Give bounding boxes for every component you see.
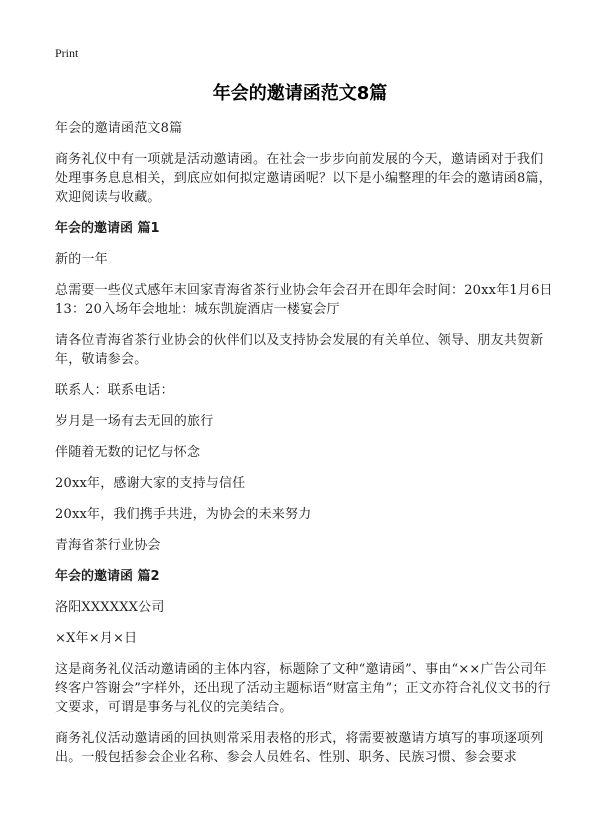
- section1-paragraph: 岁月是一场有去无回的旅行: [55, 414, 214, 429]
- section1-paragraph: 青海省茶行业协会: [55, 538, 161, 553]
- section2-heading: 年会的邀请函 篇2: [55, 569, 160, 584]
- section1-paragraph: 20xx年，我们携手共进，为协会的未来努力: [55, 507, 312, 522]
- section1-heading: 年会的邀请函 篇1: [55, 221, 160, 236]
- section1-paragraph: 新的一年: [55, 252, 108, 267]
- section1-paragraph: 20xx年，感谢大家的支持与信任: [55, 476, 246, 491]
- section2-paragraph: 洛阳XXXXXX公司: [55, 600, 165, 615]
- print-link[interactable]: Print: [55, 46, 79, 60]
- section1-paragraph: 伴随着无数的记忆与怀念: [55, 445, 201, 460]
- section1-paragraph: 总需要一些仪式感年末回家青海省茶行业协会年会召开在即年会时间：20xx年1月6日13：20入场年会地址：城东凯旋酒店一楼宴会厅: [55, 283, 553, 317]
- article-body: [55, 119, 555, 779]
- section2-paragraph: 商务礼仪活动邀请函的回执则常采用表格的形式，将需要被邀请方填写的事项逐项列出。一般包括参会企业名称、参会人员姓名、性别、职务、民族习惯、参会要求: [55, 731, 544, 765]
- intro-paragraph: 商务礼仪中有一项就是活动邀请函。在社会一步步向前发展的今天，邀请函对于我们处理事务息息相关，到底应如何拟定邀请函呢？以下是小编整理的年会的邀请函8篇，欢迎阅读与收藏。: [55, 152, 552, 205]
- section2-paragraph: ×X年×月×日: [55, 631, 138, 646]
- page-title: 年会的邀请函范文8篇: [212, 83, 388, 104]
- section1-paragraph: 联系人：联系电话：: [55, 383, 174, 398]
- section1-paragraph: 请各位青海省茶行业协会的伙伴们以及支持协会发展的有关单位、领导、朋友共贺新年，敬请参会。: [55, 333, 544, 367]
- article-subtitle: 年会的邀请函范文8篇: [55, 121, 183, 136]
- section2-paragraph: 这是商务礼仪活动邀请函的主体内容，标题除了文种“邀请函”、事由“××广告公司年终客户答谢会”字样外，还出现了活动主题标语“财富主角”；正文亦符合礼仪文书的行文要求，可谓是事务与礼仪的完美结合。: [55, 662, 551, 715]
